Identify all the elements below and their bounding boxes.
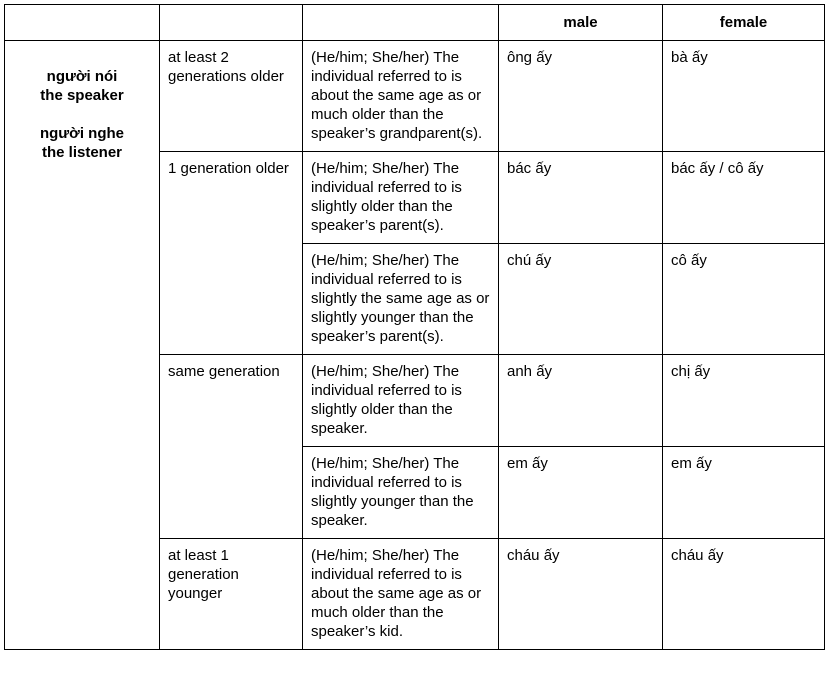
description-cell: (He/him; She/her) The individual referred to is about the same age as or much older than the speaker’s kid. [303, 539, 499, 650]
male-pronoun-cell: bác ấy [499, 152, 663, 244]
female-pronoun-cell: cô ấy [663, 244, 825, 355]
male-pronoun-cell: ông ấy [499, 41, 663, 152]
speaker-listener-cell [5, 41, 160, 650]
header-cell-male: male [499, 5, 663, 41]
male-pronoun-cell: em ấy [499, 447, 663, 539]
male-pronoun-cell: anh ấy [499, 355, 663, 447]
description-cell: (He/him; She/her) The individual referred to is slightly younger than the speaker. [303, 447, 499, 539]
pronoun-table [4, 4, 825, 650]
header-row [5, 5, 825, 41]
generation-cell: same generation [160, 355, 303, 539]
description-cell: (He/him; She/her) The individual referred to is slightly older than the speaker. [303, 355, 499, 447]
female-pronoun-cell: chị ấy [663, 355, 825, 447]
male-pronoun-cell: cháu ấy [499, 539, 663, 650]
generation-cell: 1 generation older [160, 152, 303, 355]
female-pronoun-cell: em ấy [663, 447, 825, 539]
header-cell-female: female [663, 5, 825, 41]
header-cell-description [303, 5, 499, 41]
female-pronoun-cell: bà ấy [663, 41, 825, 152]
header-cell-generation [160, 5, 303, 41]
speaker-english: the speaker [40, 87, 124, 104]
description-cell: (He/him; She/her) The individual referred to is slightly older than the speaker’s parent(s). [303, 152, 499, 244]
listener-english: the listener [41, 144, 123, 161]
description-cell: (He/him; She/her) The individual referred to is slightly the same age as or slightly younger than the speaker’s parent(s). [303, 244, 499, 355]
table-row [5, 41, 825, 152]
description-cell: (He/him; She/her) The individual referred to is about the same age as or much older than the speaker’s grandparent(s). [303, 41, 499, 152]
listener-vietnamese: người nghe [39, 125, 125, 142]
female-pronoun-cell: cháu ấy [663, 539, 825, 650]
female-pronoun-cell: bác ấy / cô ấy [663, 152, 825, 244]
generation-cell: at least 1 generation younger [160, 539, 303, 650]
header-cell-speaker [5, 5, 160, 41]
generation-cell: at least 2 generations older [160, 41, 303, 152]
male-pronoun-cell: chú ấy [499, 244, 663, 355]
speaker-vietnamese: người nói [46, 68, 118, 85]
